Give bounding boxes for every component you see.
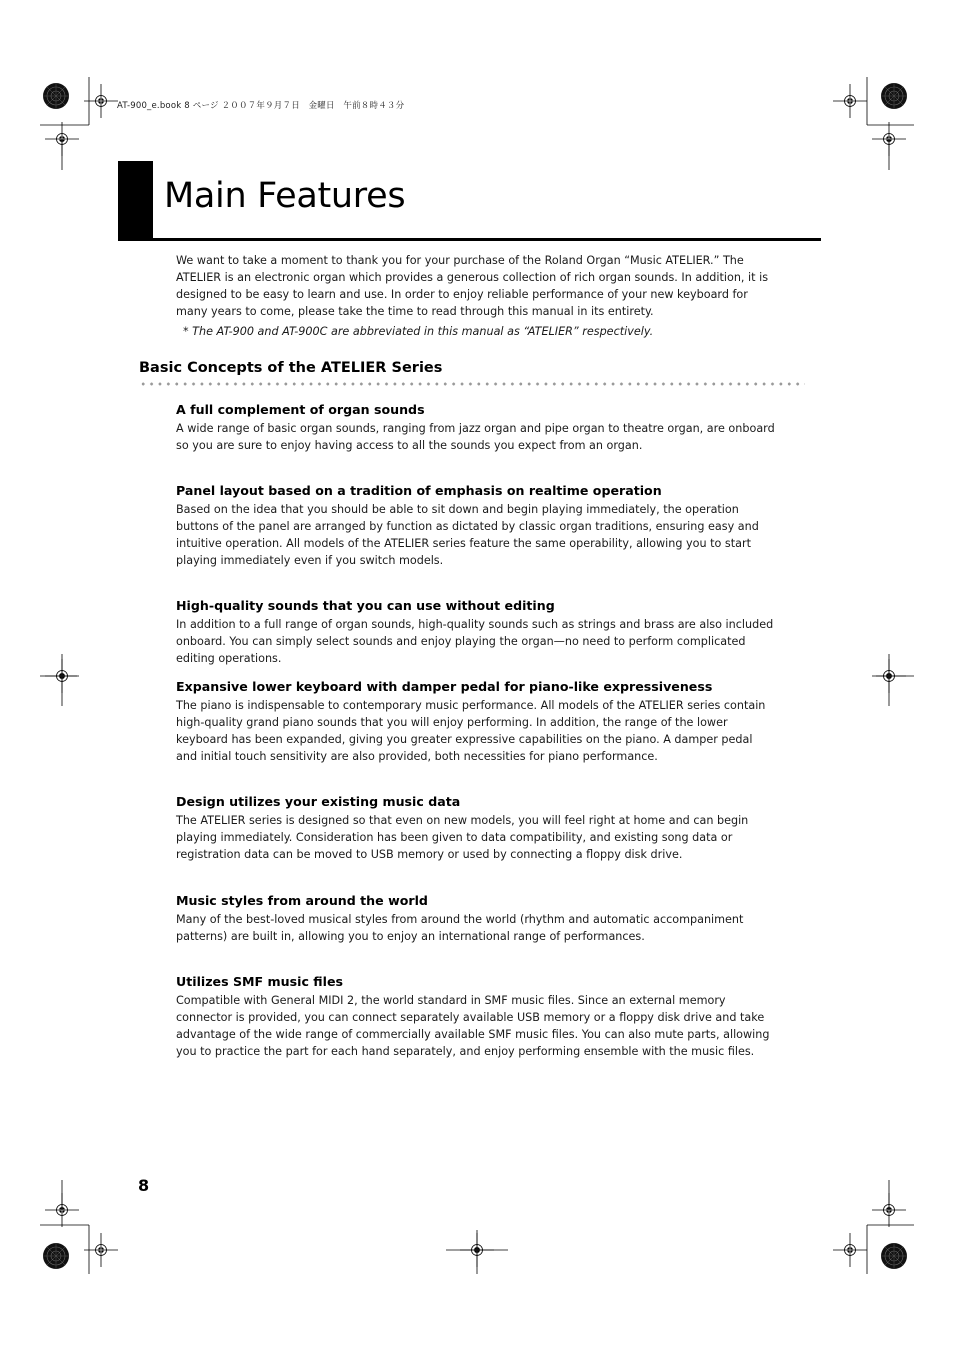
print-header: AT-900_e.book 8 ページ ２００７年９月７日 金曜日 午前８時４３分 xyxy=(117,101,405,111)
feature-block xyxy=(176,402,776,454)
footnote: * The AT-900 and AT-900C are abbreviated in this manual as “ATELIER” respectively. xyxy=(183,325,654,338)
page-number: 8 xyxy=(138,1176,150,1195)
feature-heading: Panel layout based on a tradition of emphasis on realtime operation xyxy=(176,483,662,498)
feature-block xyxy=(176,893,776,945)
feature-heading: Utilizes SMF music files xyxy=(176,974,343,989)
title-rule xyxy=(118,238,821,241)
registration-star-icon xyxy=(881,83,907,109)
feature-body: Based on the idea that you should be able to sit down and begin playing immediately, the operation buttons of the panel are arranged by function as dictated by classic organ traditions, ensuring easy and intuitive operation. All models of the ATELIER series feature the same operability, allowing you to start playing immediately even if you switch models. xyxy=(176,503,759,568)
feature-body: Compatible with General MIDI 2, the world standard in SMF music files. Since an external memory connector is provided, you can connect separately available USB memory or a floppy disk drive and take advantage of the wide range of commercially available SMF music files. You can also mute parts, allowing you to practice the part for each hand separately, and enjoy performing ensemble with the music files. xyxy=(176,994,770,1059)
feature-body: A wide range of basic organ sounds, ranging from jazz organ and pipe organ to theatre organ, are onboard so you are sure to enjoy having access to all the sounds you expect from an organ. xyxy=(176,422,775,453)
feature-block xyxy=(176,598,776,667)
registration-mark-icon xyxy=(833,1233,867,1267)
feature-heading: High-quality sounds that you can use without editing xyxy=(176,598,555,613)
registration-mark-icon xyxy=(833,84,867,118)
page-title: Main Features xyxy=(164,176,406,216)
feature-body: The piano is indispensable to contemporary music performance. All models of the ATELIER series contain high-quality grand piano sounds that you will enjoy performing. In addition, the range of the lower keyboard has been expanded, giving you greater expressive capabilities on the piano. A damper pedal and initial touch sensitivity are also provided, both necessities for piano performance. xyxy=(176,699,766,764)
feature-block xyxy=(176,974,776,1060)
registration-star-icon xyxy=(881,1243,907,1269)
feature-heading: A full complement of organ sounds xyxy=(176,402,425,417)
feature-heading: Music styles from around the world xyxy=(176,893,428,908)
feature-block xyxy=(176,679,776,765)
feature-body: In addition to a full range of organ sounds, high-quality sounds such as strings and brass are also included onboard. You can simply select sounds and enjoy playing the organ—no need to perform complicated editing operations. xyxy=(176,618,774,666)
feature-heading: Expansive lower keyboard with damper pedal for piano-like expressiveness xyxy=(176,679,713,694)
feature-block xyxy=(176,483,776,569)
registration-star-icon xyxy=(43,1243,69,1269)
feature-body: Many of the best-loved musical styles from around the world (rhythm and automatic accompaniment patterns) are built in, allowing you to enjoy an international range of performances. xyxy=(176,913,744,944)
feature-heading: Design utilizes your existing music data xyxy=(176,794,461,809)
feature-block xyxy=(176,794,776,863)
section-heading: Basic Concepts of the ATELIER Series xyxy=(139,360,443,376)
dotted-divider xyxy=(139,381,805,387)
intro-paragraph: We want to take a moment to thank you for your purchase of the Roland Organ “Music ATELIER.” The ATELIER is an electronic organ which provides a generous collection of rich organ sounds. In addition, it is designed to be easy to learn and use. In order to enjoy reliable performance of your new keyboard for many years to come, please take the time to read through this manual in its entirety. xyxy=(176,254,769,319)
title-block xyxy=(118,161,153,240)
registration-star-icon xyxy=(43,83,69,109)
feature-body: The ATELIER series is designed so that even on new models, you will feel right at home and can begin playing immediately. Consideration has been given to data compatibility, and existing song data or registration data can be moved to USB memory or used by connecting a floppy disk drive. xyxy=(176,814,749,862)
